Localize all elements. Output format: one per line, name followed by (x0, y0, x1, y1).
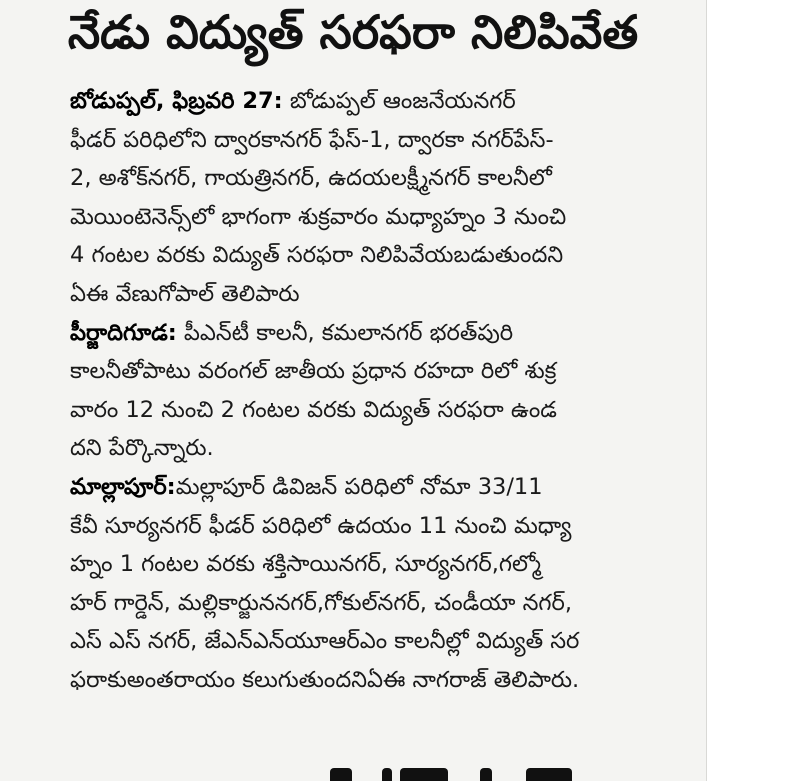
article-line: కాలనీతోపాటు వరంగల్‌ జాతీయ ప్రధాన రహదా రిలో శుక్ర (70, 358, 557, 385)
article-body (36, 82, 666, 700)
headline: నేడు విద్యుత్‌ సరఫరా నిలిపివేత (67, 5, 639, 59)
article-line: బోడుప్పల్‌ ఆంజనేయనగర్‌ (289, 88, 516, 114)
dateline-mallapur: మాల్లాపూర్‌: (70, 473, 176, 500)
article-line: 2, అశోక్‌నగర్‌, గాయత్రినగర్‌, ఉదయలక్ష్మీనగర్‌ కాలనీలో (70, 165, 552, 192)
paragraph-mallapur (36, 468, 666, 700)
article-line: హ్నం 1 గంటల వరకు శక్తిసాయినగర్‌, సూర్యనగర్‌,గల్మో (70, 551, 541, 578)
paragraph-boduppal (36, 82, 666, 314)
article-line: హర్‌ గార్డెన్‌, మల్లికార్జుననగర్‌,గోకుల్‌నగర్‌, చండీయా నగర్‌, (70, 589, 572, 616)
article-line: ఫీడర్‌ పరిధిలోని ద్వారకానగర్‌ ఫేస్‌-1, ద్వారకా నగర్‌పేస్‌- (70, 126, 554, 153)
article-line: దని పేర్కొన్నారు. (70, 435, 214, 462)
paragraph-peerzadiguda (36, 314, 666, 468)
article-line: వారం 12 నుంచి 2 గంటల వరకు విద్యుత్‌ సరఫరా ఉండ (70, 396, 557, 423)
article-line: 4 గంటల వరకు విద్యుత్‌ సరఫరా నిలిపివేయబడుతుందని (70, 242, 564, 269)
article-line: కేవీ సూర్యనగర్‌ ఫీడర్‌ పరిధిలో ఉదయం 11 నుంచి మధ్యా (70, 512, 572, 539)
dateline-peerzadiguda: పీర్జాదిగూడ: (70, 319, 177, 346)
article-line: ఏఈ వేణుగోపాల్‌ తెలిపారు (70, 280, 300, 307)
article-line: మల్లాపూర్‌ డివిజన్‌ పరిధిలో నోమా 33/11 (175, 473, 543, 500)
dateline-boduppal: బోడుప్పల్‌, ఫిబ్రవరి 27: (70, 88, 283, 114)
article-line: ఫరాకుఅంతరాయం కలుగుతుందనిఏఈ నాగరాజ్‌ తెలిపారు. (70, 666, 580, 693)
next-article-headline-fragment (330, 760, 590, 781)
article-line: ఎస్‌ ఎస్‌ నగర్‌, జేఎన్‌ఎన్‌యూఆర్‌ఎం కాలనీల్లో విద్యుత్‌ సర (70, 628, 580, 655)
article-line: మెయింటెనెన్స్‌లో భాగంగా శుక్రవారం మధ్యాహ్నం 3 నుంచి (70, 203, 567, 230)
article-line: పీఎన్‌టీ కాలనీ, కమలానగర్‌ భరత్‌పురి (183, 319, 514, 346)
